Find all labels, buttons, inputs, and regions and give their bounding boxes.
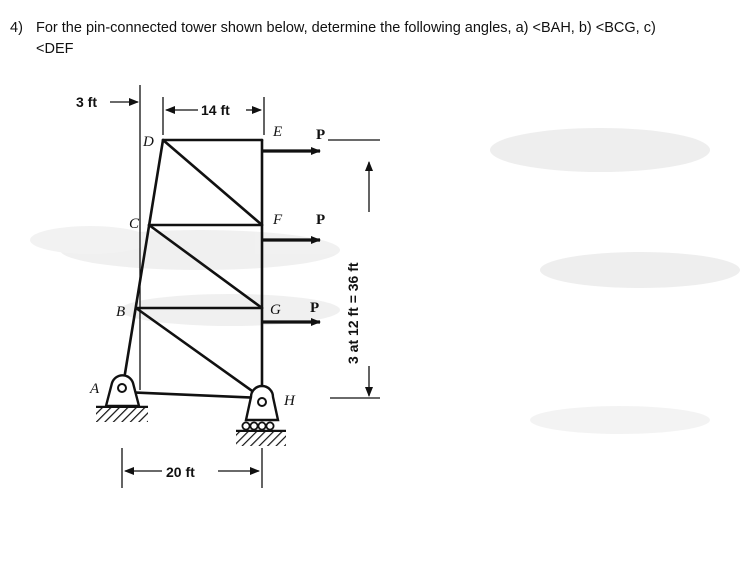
dimension-base-width: 20 ft <box>166 464 195 480</box>
question-line-1: For the pin-connected tower shown below, determine the following angles, a) <BAH, b) <BCG, c) <box>36 20 656 36</box>
load-label-P3: P <box>310 300 320 316</box>
dimension-top-width: 14 ft <box>201 102 230 118</box>
load-label-P2: P <box>316 212 326 228</box>
dimension-top-offset: 3 ft <box>76 94 97 110</box>
question-number: 4) <box>10 20 23 36</box>
joint-label-F: F <box>273 212 283 228</box>
question-line-2: <DEF <box>36 41 74 57</box>
joint-label-B: B <box>116 304 126 320</box>
dimension-height: 3 at 12 ft = 36 ft <box>345 262 361 364</box>
joint-label-E: E <box>273 124 283 140</box>
background-noise <box>30 128 740 434</box>
roller-support-H <box>236 386 286 446</box>
joint-label-D: D <box>143 134 154 150</box>
member-AH <box>122 392 262 398</box>
load-label-P1: P <box>316 127 326 143</box>
joint-label-H: H <box>284 393 295 409</box>
joint-label-A: A <box>90 381 100 397</box>
joint-label-G: G <box>270 302 281 318</box>
truss-members <box>122 140 262 400</box>
member-DF <box>163 140 262 225</box>
joint-label-C: C <box>129 216 140 232</box>
